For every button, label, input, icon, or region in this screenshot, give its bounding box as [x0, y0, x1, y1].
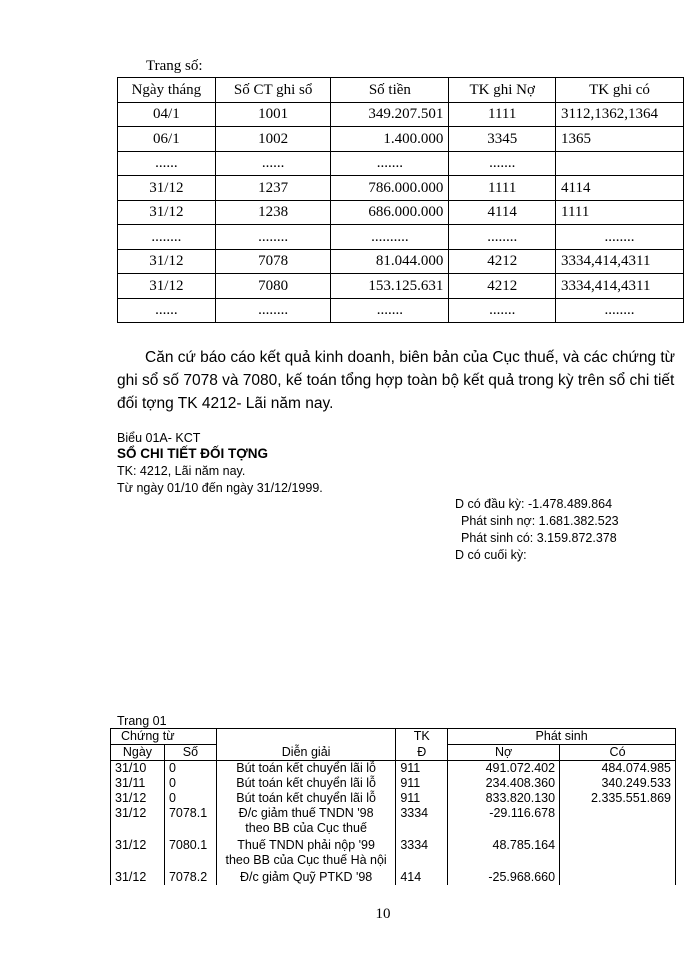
- desc-line: Bút toán kết chuyển lãi lỗ: [236, 761, 376, 775]
- cell-no: 7078.2: [164, 868, 216, 885]
- desc-line: theo BB của Cục thuế: [245, 821, 367, 835]
- ledger-period: Từ ngày 01/10 đến ngày 31/12/1999.: [117, 481, 323, 495]
- description-paragraph: [117, 346, 684, 415]
- cell-date: 31/12: [118, 176, 216, 201]
- header-description: Diễn giải: [216, 745, 395, 761]
- cell-debit: ........: [449, 225, 556, 250]
- table-row: [111, 868, 676, 885]
- ledger-page: Trang 01: [117, 714, 167, 728]
- cell-amount: 1.400.000: [331, 127, 449, 152]
- cell-voucher: 1237: [215, 176, 331, 201]
- cell-amount: .......: [331, 151, 449, 176]
- cell-credit: 340.249.533: [560, 776, 676, 791]
- cell-debit: .......: [449, 151, 556, 176]
- cell-credit: 2.335.551.869: [560, 791, 676, 806]
- table-row: [118, 274, 684, 299]
- cell-no: 0: [164, 791, 216, 806]
- cell-description: [216, 761, 395, 777]
- desc-line: Bút toán kết chuyển lãi lỗ: [236, 791, 376, 805]
- cell-tk: 3334: [396, 806, 448, 836]
- cell-date: 04/1: [118, 102, 216, 127]
- cell-amount: 686.000.000: [331, 200, 449, 225]
- cell-credit: [560, 806, 676, 836]
- header-arising-group: Phát sinh: [448, 729, 676, 745]
- cell-debit: 234.408.360: [448, 776, 560, 791]
- cell-tk: 3334: [396, 836, 448, 868]
- cell-no: 0: [164, 761, 216, 777]
- cell-debit: -29.116.678: [448, 806, 560, 836]
- header-voucher-no: Số CT ghi sổ: [215, 78, 331, 103]
- table-row: [118, 127, 684, 152]
- cell-amount: 153.125.631: [331, 274, 449, 299]
- ledger-title: SỔ CHI TIẾT ĐỐI TỢNG: [117, 446, 269, 461]
- cell-date: ......: [118, 151, 216, 176]
- cell-voucher: ......: [215, 151, 331, 176]
- header-credit: Có: [560, 745, 676, 761]
- header-voucher-group: Chứng từ: [111, 729, 217, 745]
- paragraph-line: đối tợng TK 4212- Lãi năm nay.: [117, 395, 334, 412]
- cell-tk: 414: [396, 868, 448, 885]
- closing-balance: D có cuối kỳ:: [455, 548, 527, 562]
- cell-date: 31/12: [118, 200, 216, 225]
- cell-credit: 3112,1362,1364: [556, 102, 684, 127]
- header-blank: [216, 729, 395, 745]
- cell-date: 31/12: [111, 806, 165, 836]
- credit-total: Phát sinh có: 3.159.872.378: [461, 531, 617, 545]
- cell-no: 7080.1: [164, 836, 216, 868]
- cell-description: [216, 806, 395, 836]
- header-amount: Số tiền: [331, 78, 449, 103]
- header-tk-d: Đ: [396, 745, 448, 761]
- cell-voucher: 1002: [215, 127, 331, 152]
- cell-voucher: 1001: [215, 102, 331, 127]
- cell-credit: 1111: [556, 200, 684, 225]
- page-number: 10: [375, 906, 391, 922]
- table-row: [111, 791, 676, 806]
- cell-date: 31/10: [111, 761, 165, 777]
- cell-amount: 786.000.000: [331, 176, 449, 201]
- header-tk: TK: [396, 729, 448, 745]
- table-row: [118, 102, 684, 127]
- cell-debit: 491.072.402: [448, 761, 560, 777]
- cell-credit: [560, 836, 676, 868]
- page-label: Trang số:: [146, 58, 203, 74]
- header-no: Số: [164, 745, 216, 761]
- cell-debit: 4114: [449, 200, 556, 225]
- cell-description: [216, 776, 395, 791]
- cell-amount: 81.044.000: [331, 249, 449, 274]
- cell-voucher: ........: [215, 298, 331, 323]
- cell-credit: 3334,414,4311: [556, 274, 684, 299]
- paragraph-line: Căn cứ báo cáo kết quả kinh doanh, biên bản của Cục thuế, và các chứng từ: [145, 349, 676, 366]
- cell-debit: 833.820.130: [448, 791, 560, 806]
- cell-description: [216, 836, 395, 868]
- cell-credit: 4114: [556, 176, 684, 201]
- cell-date: 31/12: [111, 868, 165, 885]
- cell-tk: 911: [396, 761, 448, 777]
- cell-credit: 3334,414,4311: [556, 249, 684, 274]
- header-credit-account: TK ghi có: [556, 78, 684, 103]
- cell-date: 31/12: [118, 274, 216, 299]
- header-date: Ngày tháng: [118, 78, 216, 103]
- desc-line: theo BB của Cục thuế Hà nội: [225, 853, 387, 867]
- cell-debit: -25.968.660: [448, 868, 560, 885]
- cell-no: 0: [164, 776, 216, 791]
- form-code: Biểu 01A- KCT: [117, 431, 201, 445]
- cell-credit: [556, 151, 684, 176]
- ledger-account: TK: 4212, Lãi năm nay.: [117, 464, 246, 478]
- cell-date: 31/12: [111, 836, 165, 868]
- table-row: [118, 151, 684, 176]
- header-debit: Nợ: [448, 745, 560, 761]
- cell-amount: ..........: [331, 225, 449, 250]
- cell-amount: .......: [331, 298, 449, 323]
- cell-amount: 349.207.501: [331, 102, 449, 127]
- cell-date: 31/12: [111, 791, 165, 806]
- voucher-table: [117, 77, 684, 323]
- desc-line: Thuế TNDN phải nộp '99: [237, 838, 375, 852]
- cell-credit: ........: [556, 225, 684, 250]
- table-row: [118, 249, 684, 274]
- cell-tk: 911: [396, 791, 448, 806]
- ledger-header-row-2: [111, 745, 676, 761]
- cell-debit: 4212: [449, 249, 556, 274]
- cell-date: ......: [118, 298, 216, 323]
- cell-description: [216, 868, 395, 885]
- cell-date: 06/1: [118, 127, 216, 152]
- cell-credit: 484.074.985: [560, 761, 676, 777]
- table-row: [111, 836, 676, 868]
- cell-debit: 3345: [449, 127, 556, 152]
- table-row: [111, 761, 676, 777]
- header-debit-account: TK ghi Nợ: [449, 78, 556, 103]
- cell-description: [216, 791, 395, 806]
- cell-debit: 48.785.164: [448, 836, 560, 868]
- table-row: [118, 298, 684, 323]
- cell-debit: 4212: [449, 274, 556, 299]
- table-row: [111, 776, 676, 791]
- table-row: [118, 200, 684, 225]
- cell-credit: [560, 868, 676, 885]
- cell-debit: .......: [449, 298, 556, 323]
- header-date: Ngày: [111, 745, 165, 761]
- ledger-header-row-1: [111, 729, 676, 745]
- desc-line: Bút toán kết chuyển lãi lỗ: [236, 776, 376, 790]
- debit-total: Phát sinh nợ: 1.681.382.523: [461, 514, 619, 528]
- cell-debit: 1111: [449, 102, 556, 127]
- table-row: [118, 176, 684, 201]
- cell-voucher: ........: [215, 225, 331, 250]
- cell-no: 7078.1: [164, 806, 216, 836]
- cell-date: 31/11: [111, 776, 165, 791]
- ledger-table: [110, 728, 676, 885]
- cell-debit: 1111: [449, 176, 556, 201]
- desc-line: Đ/c giảm thuế TNDN '98: [238, 806, 374, 820]
- table-row: [118, 225, 684, 250]
- cell-date: 31/12: [118, 249, 216, 274]
- paragraph-line: ghi sổ số 7078 và 7080, kế toán tổng hợp toàn bộ kết quả trong kỳ trên sổ chi tiết: [117, 372, 675, 389]
- cell-date: ........: [118, 225, 216, 250]
- desc-line: Đ/c giảm Quỹ PTKD '98: [239, 870, 373, 884]
- cell-credit: 1365: [556, 127, 684, 152]
- table-header-row: [118, 78, 684, 103]
- cell-voucher: 7080: [215, 274, 331, 299]
- opening-balance: D có đầu kỳ: -1.478.489.864: [455, 497, 613, 511]
- cell-voucher: 7078: [215, 249, 331, 274]
- cell-credit: ........: [556, 298, 684, 323]
- table-row: [111, 806, 676, 836]
- cell-tk: 911: [396, 776, 448, 791]
- cell-voucher: 1238: [215, 200, 331, 225]
